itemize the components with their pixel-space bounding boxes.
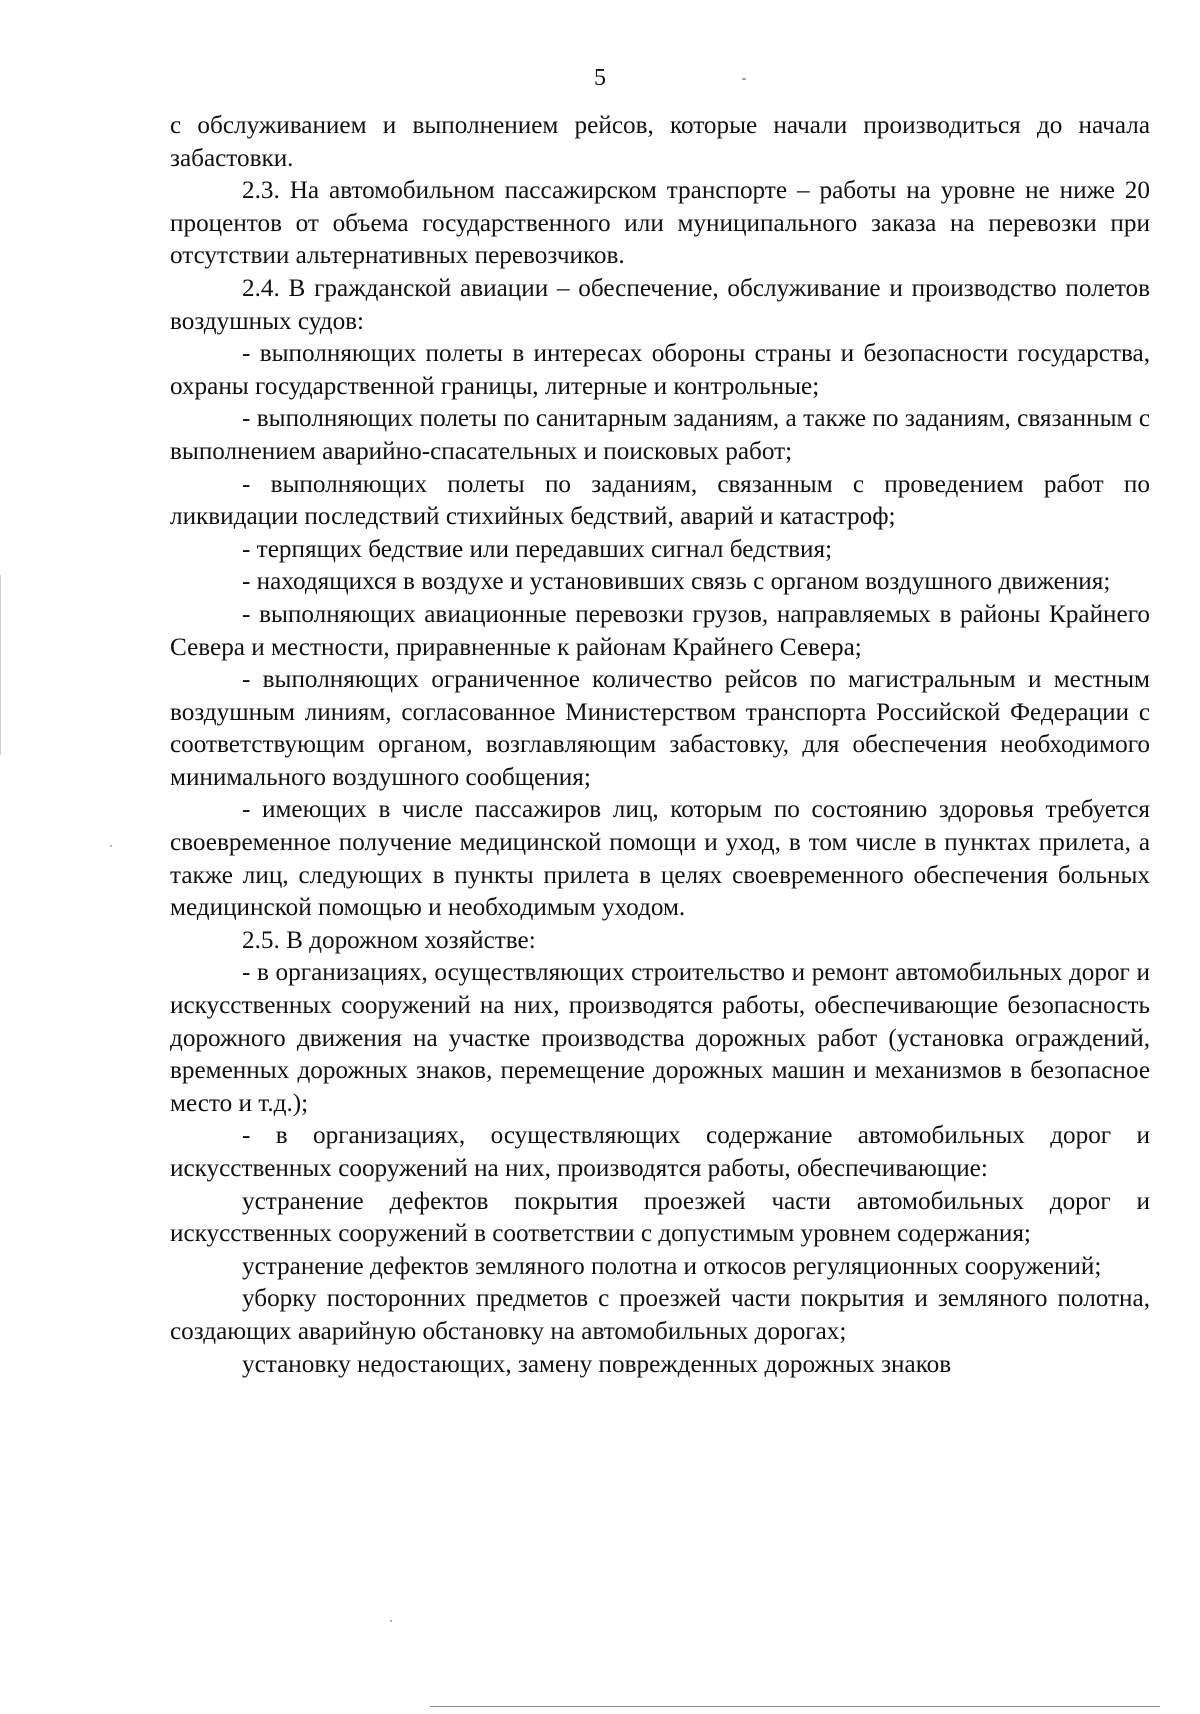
document-body [170, 110, 1150, 1381]
list-item: - терпящих бедствие или передавших сигнал бедствия; [242, 535, 833, 563]
paragraph: с обслуживанием и выполнением рейсов, которые начали производиться до начала забастовки. [170, 112, 1150, 172]
scan-mark [742, 78, 746, 80]
paragraph: 2.3. На автомобильном пассажирском транспорте – работы на уровне не ниже 20 процентов от объема государственного или муниципального заказа на перевозки при отсутствии альтернативных перевозчиков. [170, 177, 1150, 270]
page-number: 5 [594, 65, 606, 91]
paragraph: уборку посторонних предметов с проезжей части покрытия и земляного полотна, создающих аварийную обстановку на автомобильных дорогах; [170, 1285, 1150, 1345]
list-item: - выполняющих полеты по заданиям, связанным с проведением работ по ликвидации последствий стихийных бедствий, аварий и катастроф; [170, 470, 1150, 531]
list-item: - находящихся в воздухе и установивших связь с органом воздушного движения; [242, 568, 1111, 596]
paragraph: устранение дефектов земляного полотна и откосов регуляционных сооружений; [242, 1252, 1102, 1280]
paragraph: 2.4. В гражданской авиации – обеспечение, обслуживание и производство полетов воздушных судов: [170, 274, 1150, 335]
scan-mark [110, 845, 112, 847]
scan-edge-line [0, 575, 1, 755]
scan-edge-line [430, 1706, 1160, 1707]
paragraph: 2.5. В дорожном хозяйстве: [242, 926, 536, 954]
list-item: - выполняющих ограниченное количество рейсов по магистральным и местным воздушным линиям, согласованное Министерством транспорта Российской Федерации с соответствующим органом, возглавляющим забастовку, для обеспечения необходимого минимального воздушного сообщения; [170, 666, 1150, 791]
paragraph: установку недостающих, замену поврежденных дорожных знаков [242, 1350, 952, 1378]
list-item: - выполняющих полеты в интересах обороны страны и безопасности государства, охраны государственной границы, литерные и контрольные; [170, 340, 1150, 400]
list-item: - в организациях, осуществляющих содержание автомобильных дорог и искусственных сооружений на них, производятся работы, обеспечивающие: [170, 1122, 1150, 1182]
list-item: - выполняющих авиационные перевозки грузов, направляемых в районы Крайнего Севера и местности, приравненные к районам Крайнего Севера; [170, 600, 1150, 661]
paragraph: устранение дефектов покрытия проезжей части автомобильных дорог и искусственных сооружений в соответствии с допустимым уровнем содержания; [170, 1187, 1150, 1248]
list-item: - имеющих в числе пассажиров лиц, которым по состоянию здоровья требуется своевременное получение медицинской помощи и уход, в том числе в пунктах прилета, а также лиц, следующих в пункты прилета в целях своевременного обеспечения больных медицинской помощью и необходимым уходом. [170, 796, 1150, 922]
scan-mark [390, 1620, 392, 1622]
list-item: - в организациях, осуществляющих строительство и ремонт автомобильных дорог и искусственных сооружений на них, производятся работы, обеспечивающие безопасность дорожного движения на участке производства дорожных работ (установка ограждений, временных дорожных знаков, перемещение дорожных машин и механизмов в безопасное место и т.д.); [170, 959, 1150, 1117]
list-item: - выполняющих полеты по санитарным заданиям, а также по заданиям, связанным с выполнением аварийно-спасательных и поисковых работ; [170, 405, 1150, 465]
